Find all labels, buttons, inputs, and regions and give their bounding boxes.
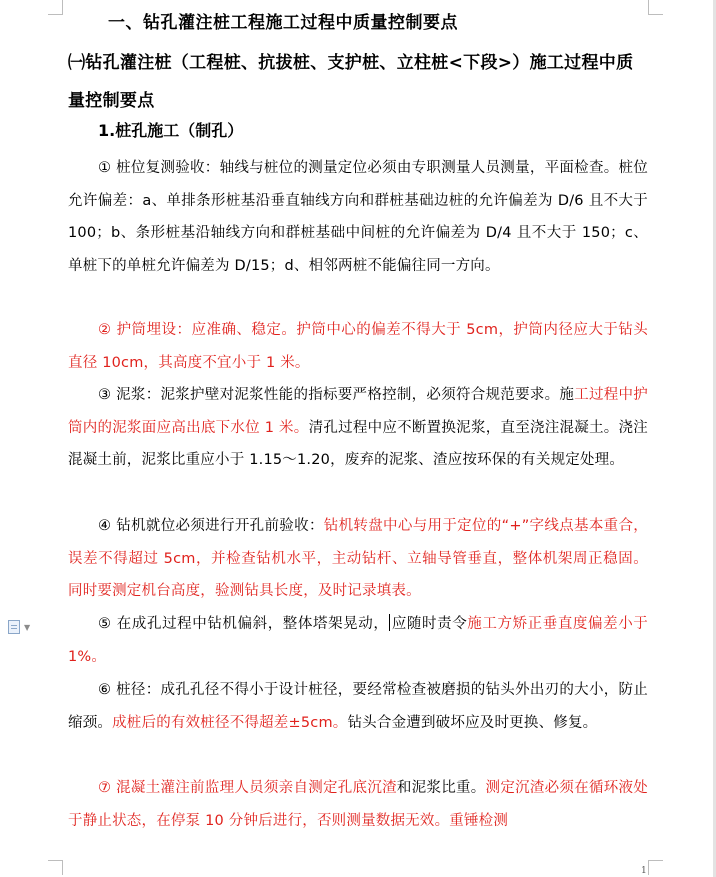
page-corner-mark-bottom-right bbox=[648, 860, 663, 875]
paragraph-text-red: 工过程中护筒内的泥浆面应高出底下水位 1 米。 bbox=[68, 387, 648, 436]
paragraph-text: ① 桩位复测验收：轴线与桩位的测量定位必须由专职测量人员测量，平面检查。桩位允许偏差：a、单排条形桩基沿垂直轴线方向和群桩基础边桩的允许偏差为 D/6 且不大于 100；b、条形桩基沿轴线方向和群桩基础中间桩的允许偏差为 D/4 且不大于 150；c、单桩下的单桩允许偏差为 D/15；d、相邻两桩不能偏往同一方向。 bbox=[68, 160, 648, 274]
paragraph-pile-diameter bbox=[68, 674, 648, 739]
heading-level-1: 一、钻孔灌注桩工程施工过程中质量控制要点 bbox=[108, 13, 458, 33]
document-icon bbox=[8, 620, 20, 634]
paragraph-text: 应随时责令 bbox=[391, 616, 468, 632]
page-number: 1 bbox=[641, 866, 647, 876]
paragraph-text: 钻头合金遭到破坏应及时更换、修复。 bbox=[347, 714, 598, 731]
paragraph-text: ③ 泥浆：泥浆护壁对泥浆性能的指标要严格控制，必须符合规范要求。施 bbox=[98, 387, 575, 403]
paragraph-concrete-pouring bbox=[68, 772, 648, 837]
paragraph-text-red: 成桩后的有效桩径不得超差±5cm。 bbox=[112, 714, 348, 731]
paragraph-text-red: 测定沉渣必须在循环液处于静止状态，在停泵 10 分钟后进行，否则测量数据无效。重锤检测 bbox=[68, 780, 648, 829]
paragraph-slurry bbox=[68, 379, 648, 477]
paragraph-casing bbox=[68, 314, 648, 379]
paragraph-deviation bbox=[68, 608, 648, 673]
paragraph-text: ④ 钻机就位必须进行开孔前验收： bbox=[98, 518, 324, 534]
paragraph-text: ⑤ 在成孔过程中钻机偏斜，整体塔架晃动， bbox=[98, 616, 389, 632]
paragraph-pile-position bbox=[68, 152, 648, 282]
page-corner-mark-top-left bbox=[48, 0, 63, 15]
heading-level-3: 1.桩孔施工（制孔） bbox=[98, 121, 244, 140]
heading-level-2: ㈠钻孔灌注桩（工程桩、抗拔桩、支护桩、立柱桩<下段>）施工过程中质量控制要点 bbox=[68, 53, 634, 111]
paragraph-drill-rig bbox=[68, 510, 648, 608]
paragraph-text: 清孔过程中应不断置换泥浆，直至浇注混凝土。浇注混凝土前，泥浆比重应小于 1.15～1.20，废弃的泥浆、渣应按环保的有关规定处理。 bbox=[68, 419, 648, 468]
paragraph-text-red: ② 护筒埋设：应准确、稳定。护筒中心的偏差不得大于 5cm，护筒内径应大于钻头直径 10cm，其高度不宜小于 1 米。 bbox=[68, 322, 648, 371]
page-corner-mark-top-right bbox=[648, 0, 663, 15]
paragraph-text: ⑥ 桩径：成孔孔径不得小于设计桩径，要经常检查被磨损的钻头外出刃的大小，防止缩颈。 bbox=[68, 682, 648, 731]
paragraph-text: 和泥浆比重。 bbox=[396, 780, 486, 796]
paragraph-layout-button[interactable] bbox=[8, 620, 32, 634]
page-corner-mark-bottom-left bbox=[48, 860, 63, 875]
paragraph-text-red: 钻机转盘中心与用于定位的“+”字线点基本重合，误差不得超过 5cm，并检查钻机水平，主动钻杆、立轴导管垂直，整体机架周正稳固。同时要测定机台高度，验测钻具长度，及时记录填表。 bbox=[68, 518, 648, 599]
chevron-down-icon: ▼ bbox=[24, 623, 31, 632]
paragraph-text-red: 施工方矫正垂直度偏差小于 1%。 bbox=[68, 616, 649, 665]
paragraph-text-red: ⑦ 混凝土灌注前监理人员须亲自测定孔底沉渣 bbox=[98, 780, 397, 796]
